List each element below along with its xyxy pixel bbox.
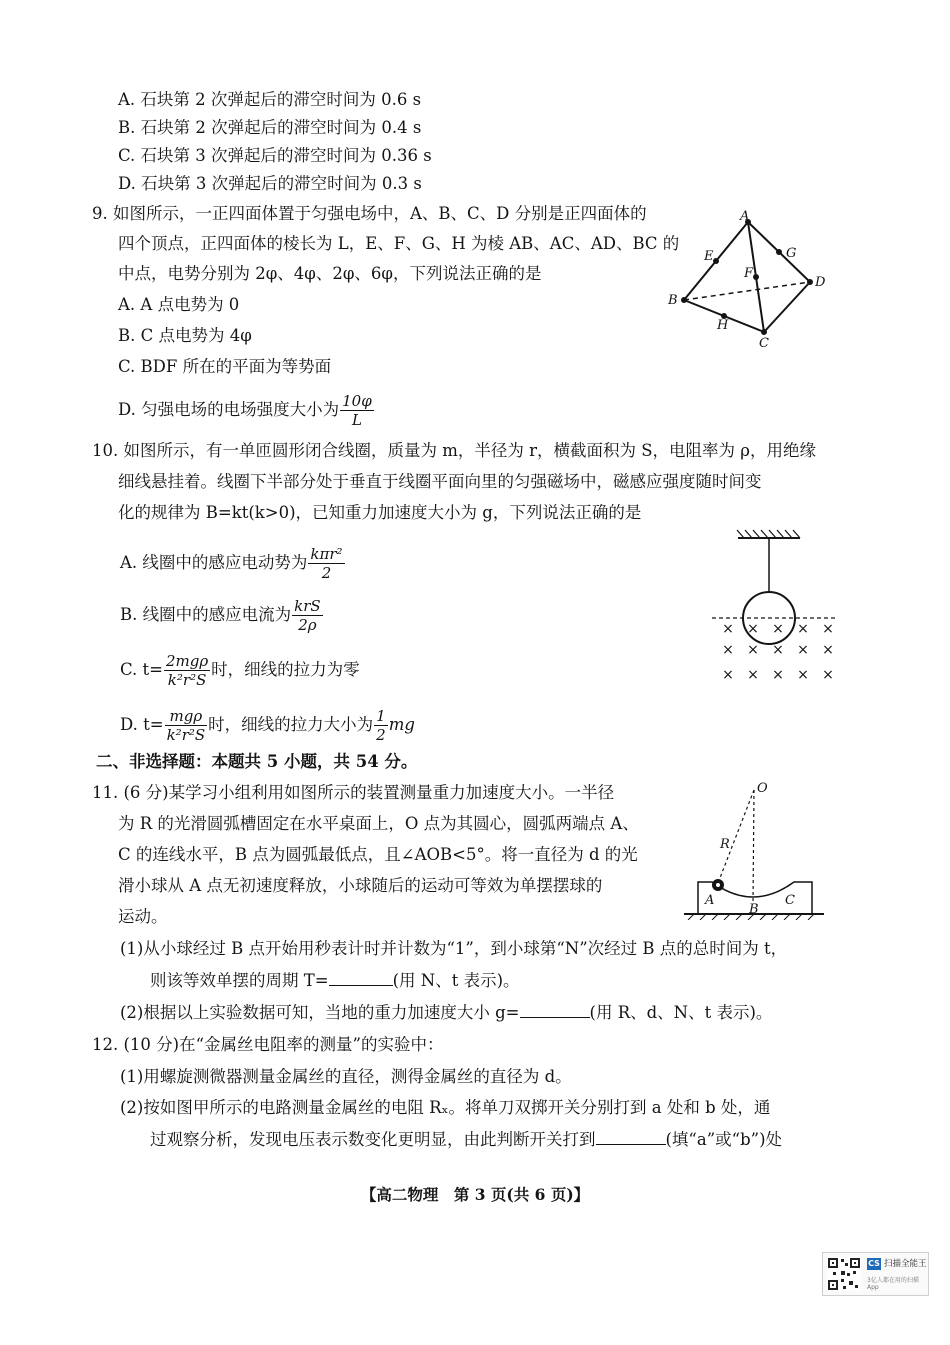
q10-option-d: D. t= $\frac{\text{mgρ}}{\text{k²r²S}}$ 时，细线的拉力大小为 $\frac{1}{2}$ mg	[120, 707, 415, 744]
field-cross-2-0: ×	[722, 667, 734, 683]
q10-option-c: C. t= $\frac{\text{2mgρ}}{\text{k²r²S}}$ 时，细线的拉力为零	[120, 652, 360, 689]
q10-stem-line2: 细线悬挂着。线圈下半部分处于垂直于线圈平面向里的匀强磁场中，磁感应强度随时间变	[118, 472, 762, 491]
tetrahedron-figure	[662, 206, 832, 350]
q9-option-d-fraction: $\frac{10\varphi}{L}$	[342, 392, 372, 429]
label-H: H	[717, 318, 729, 333]
q10-option-b: B. 线圈中的感应电流为 $\frac{\text{krS}}{2\rho}$	[120, 597, 321, 634]
q10-option-a-fraction: $\frac{\text{kπr²}}{2}$	[310, 545, 343, 582]
field-cross-1-0: ×	[722, 642, 734, 658]
arc-groove-figure	[664, 776, 834, 920]
label-G: G	[786, 246, 797, 261]
field-cross-0-2: ×	[772, 621, 784, 637]
field-cross-0-4: ×	[822, 621, 834, 637]
q11-stem-line1: 11. (6 分)某学习小组利用如图所示的装置测量重力加速度大小。一半径	[92, 783, 615, 802]
answer-blank-period[interactable]	[329, 969, 393, 986]
label-A-groove: A	[705, 893, 715, 908]
field-cross-1-1: ×	[747, 642, 759, 658]
field-cross-1-4: ×	[822, 642, 834, 658]
label-A: A	[740, 209, 750, 224]
q12-part1: (1)用螺旋测微器测量金属丝的直径，测得金属丝的直径为 d。	[120, 1067, 572, 1086]
field-cross-1-3: ×	[797, 642, 809, 658]
q10-stem-line1: 10. 如图所示，有一单匝圆形闭合线圈，质量为 m，半径为 r，横截面积为 S，电阻率为 ρ，用绝缘	[92, 441, 817, 460]
answer-blank-gravity[interactable]	[520, 1001, 590, 1018]
q9-option-d-text: D. 匀强电场的电场强度大小为	[118, 400, 340, 419]
q9-stem-line1: 9. 如图所示，一正四面体置于匀强电场中，A、B、C、D 分别是正四面体的	[92, 204, 647, 223]
q9-option-c: C. BDF 所在的平面为等势面	[118, 357, 332, 376]
q10-option-a: A. 线圈中的感应电动势为 $\frac{\text{kπr²}}{2}$	[120, 545, 343, 582]
q9-option-a: A. A 点电势为 0	[118, 295, 240, 314]
field-cross-2-3: ×	[797, 667, 809, 683]
field-cross-0-3: ×	[797, 621, 809, 637]
q9-option-b: B. C 点电势为 4φ	[118, 326, 252, 345]
q12-title: 12. (10 分)在“金属丝电阻率的测量”的实验中：	[92, 1035, 444, 1054]
q9-stem-line3: 中点，电势分别为 2φ、4φ、2φ、6φ，下列说法正确的是	[118, 264, 542, 283]
q9-stem-line2: 四个顶点，正四面体的棱长为 L，E、F、G、H 为棱 AB、AC、AD、BC 的	[118, 234, 680, 253]
field-cross-2-1: ×	[747, 667, 759, 683]
scanner-app-tagline: 3亿人都在用的扫描App	[867, 1277, 919, 1291]
field-cross-0-1: ×	[747, 621, 759, 637]
coil-figure	[700, 528, 850, 698]
q11-part2: (2)根据以上实验数据可知，当地的重力加速度大小 g= (用 R、d、N、t 表示)。	[120, 1003, 773, 1022]
magnetic-field-grid	[722, 621, 834, 683]
field-cross-2-4: ×	[822, 667, 834, 683]
q10-option-d-fraction: $\frac{\text{mgρ}}{\text{k²r²S}}$	[166, 707, 206, 744]
q11-stem-line2: 为 R 的光滑圆弧槽固定在水平桌面上，O 点为其圆心，圆弧两端点 A、	[118, 814, 639, 833]
field-cross-0-0: ×	[722, 621, 734, 637]
field-cross-1-2: ×	[772, 642, 784, 658]
q8-option-d: D. 石块第 3 次弹起后的滞空时间为 0.3 s	[118, 174, 422, 193]
label-R: R	[720, 837, 730, 852]
label-C: C	[759, 336, 769, 350]
label-O: O	[757, 781, 768, 796]
q8-option-a: A. 石块第 2 次弹起后的滞空时间为 0.6 s	[118, 90, 422, 109]
q9-option-d	[118, 392, 375, 429]
section-2-heading: 二、非选择题：本题共 5 小题，共 54 分。	[96, 752, 418, 771]
q8-option-b: B. 石块第 2 次弹起后的滞空时间为 0.4 s	[118, 118, 422, 137]
answer-blank-switch[interactable]	[596, 1128, 666, 1145]
scanner-watermark	[822, 1252, 929, 1296]
cs-logo: CS	[868, 1259, 880, 1268]
q11-stem-line4: 滑小球从 A 点无初速度释放，小球随后的运动可等效为单摆摆球的	[118, 876, 603, 895]
field-cross-2-2: ×	[772, 667, 784, 683]
label-B: B	[668, 293, 678, 308]
q11-part1-line1: (1)从小球经过 B 点开始用秒表计时并计数为“1”，到小球第“N”次经过 B 点的总时间为 t，	[120, 939, 788, 958]
q12-part2-line2: 过观察分析，发现电压表示数变化更明显，由此判断开关打到 (填“a”或“b”)处	[150, 1130, 783, 1149]
label-E: E	[704, 249, 714, 264]
q12-part2-line1: (2)按如图甲所示的电路测量金属丝的电阻 Rₓ。将单刀双掷开关分别打到 a 处和 b 处，通	[120, 1098, 771, 1117]
q11-part1-line2: 则该等效单摆的周期 T= (用 N、t 表示)。	[150, 971, 520, 990]
page-footer: 【高二物理 第 3 页(共 6 页)】	[360, 1185, 590, 1204]
q8-option-c: C. 石块第 3 次弹起后的滞空时间为 0.36 s	[118, 146, 432, 165]
label-D: D	[815, 275, 826, 290]
label-B-groove: B	[749, 902, 759, 917]
q10-option-b-fraction: $\frac{\text{krS}}{2\rho}$	[294, 597, 321, 634]
label-F: F	[744, 266, 754, 281]
q10-option-c-fraction: $\frac{\text{2mgρ}}{\text{k²r²S}}$	[165, 652, 209, 689]
q10-option-d-half: $\frac{1}{2}$	[376, 707, 386, 744]
qr-code-icon	[827, 1257, 861, 1291]
scanner-app-name: 扫描全能王	[884, 1259, 927, 1269]
label-C-groove: C	[785, 893, 795, 908]
q11-stem-line5: 运动。	[118, 907, 168, 926]
q11-stem-line3: C 的连线水平，B 点为圆弧最低点，且∠AOB<5°。将一直径为 d 的光	[118, 845, 638, 864]
q10-stem-line3: 化的规律为 B=kt(k>0)，已知重力加速度大小为 g，下列说法正确的是	[118, 503, 642, 522]
